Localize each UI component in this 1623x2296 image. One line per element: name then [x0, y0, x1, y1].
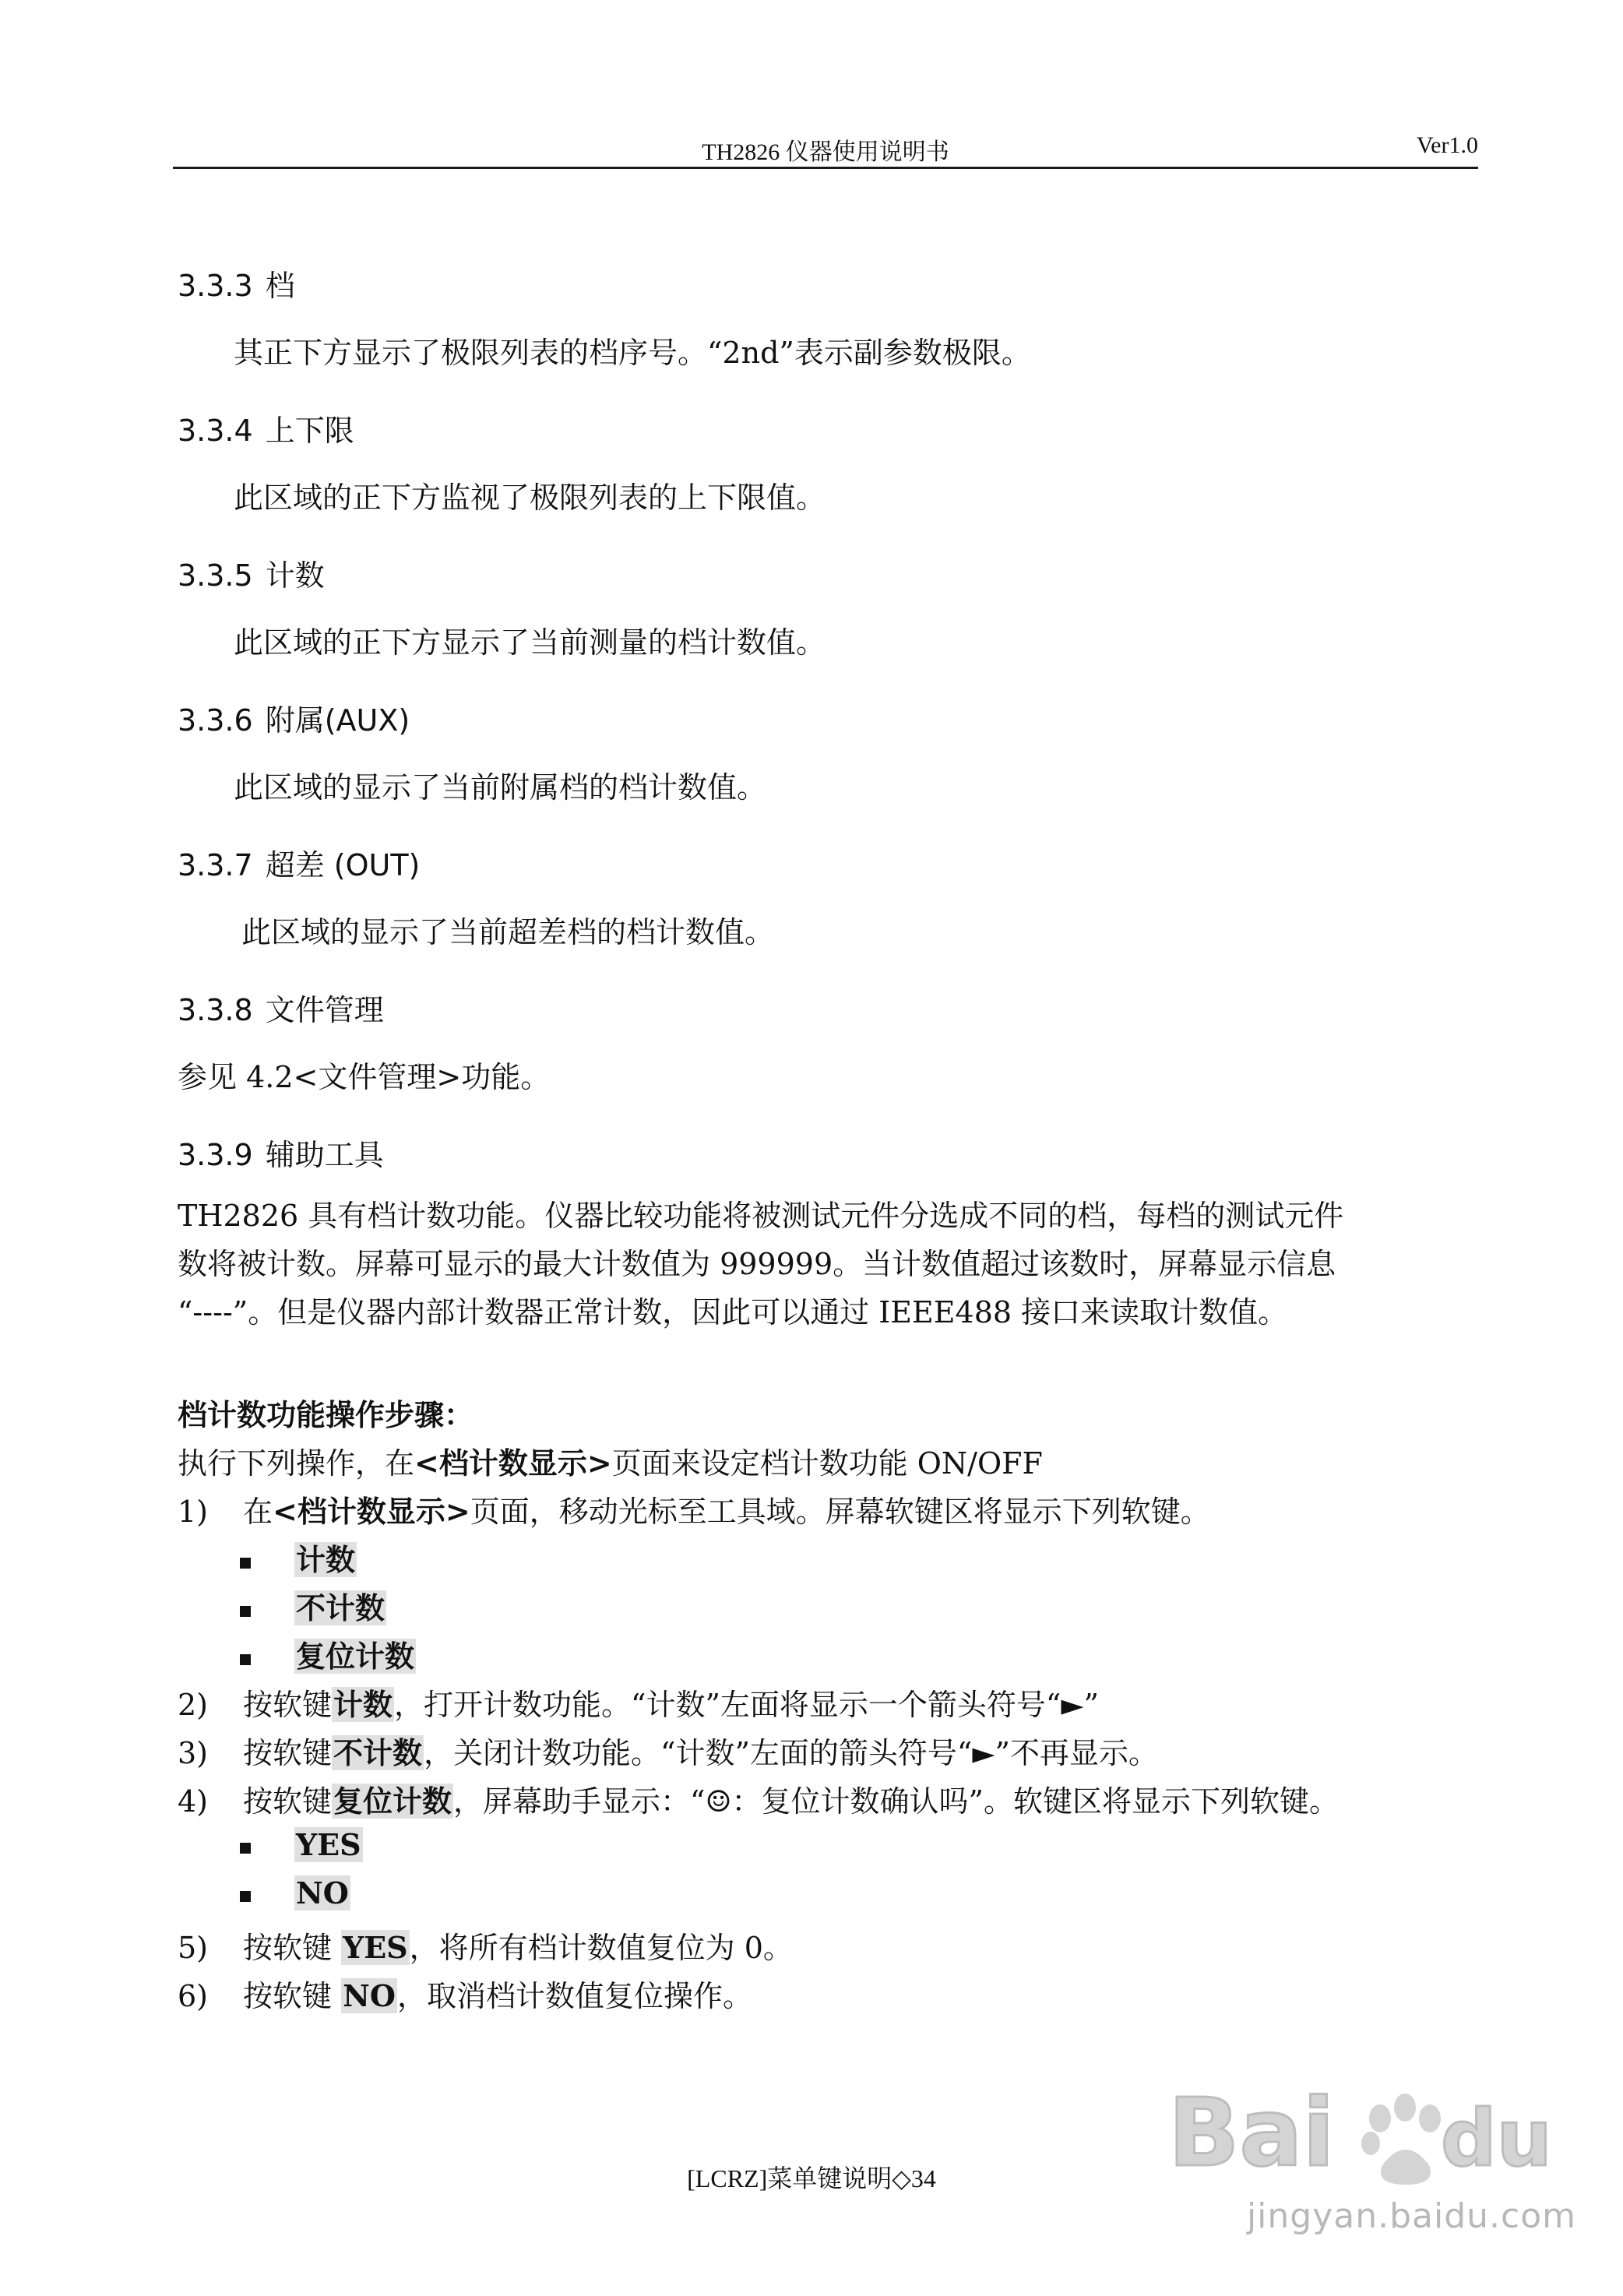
softkey-yes: YES [240, 1827, 363, 1862]
softkey-no: NO [240, 1875, 350, 1910]
section-text: 此区域的显示了当前超差档的档计数值。 [241, 915, 775, 949]
section-text: 此区域的正下方监视了极限列表的上下限值。 [234, 481, 826, 515]
watermark-site: jingyan.baidu.com [1246, 2196, 1576, 2236]
section-heading: 3.3.3 档 [178, 269, 295, 303]
svg-text:du: du [1441, 2093, 1552, 2184]
page-footer: [LCRZ]菜单键说明◇34 [687, 2164, 936, 2192]
section-text: 其正下方显示了极限列表的档序号。“2nd”表示副参数极限。 [234, 336, 1031, 370]
header-title: TH2826 仪器使用说明书 [702, 139, 949, 165]
section-heading: 3.3.5 计数 [178, 558, 325, 593]
section-heading: 3.3.8 文件管理 [178, 993, 384, 1027]
section-heading: 3.3.9 辅助工具 [178, 1138, 384, 1172]
step-3: 3) 按软键不计数，关闭计数功能。“计数”左面的箭头符号“►”不再显示。 [178, 1735, 1158, 1770]
section-text: 此区域的显示了当前附属档的档计数值。 [234, 770, 767, 805]
section-heading: 3.3.7 超差 (OUT) [178, 848, 421, 882]
section-heading: 3.3.6 附属(AUX) [178, 703, 410, 738]
tools-paragraph: TH2826 具有档计数功能。仪器比较功能将被测试元件分选成不同的档，每档的测试元件 数将被计数。屏幕可显示的最大计数值为 999999。当计数值超过该数时，屏幕显示信息 “----”。但是仪器内部计数器正常计数，因此可以通过 IEEE488 接口来读取计数值。 [178, 1199, 1344, 1329]
procedure-heading: 档计数功能操作步骤： [178, 1397, 474, 1432]
softkey-count: 计数 [240, 1536, 357, 1579]
step-2: 2) 按软键计数，打开计数功能。“计数”左面将显示一个箭头符号“►” [178, 1687, 1099, 1722]
step-5: 5) 按软键 YES，将所有档计数值复位为 0。 [178, 1930, 793, 1965]
page-header [173, 131, 1478, 169]
step-1: 1) 在<档计数显示>页面，移动光标至工具域。屏幕软键区将显示下列软键。 [178, 1494, 1210, 1529]
svg-text:Bai: Bai [1168, 2079, 1335, 2188]
softkey-reset-count: 复位计数 [240, 1632, 416, 1675]
section-text: 此区域的正下方显示了当前测量的档计数值。 [234, 625, 826, 660]
header-version: Ver1.0 [1416, 132, 1478, 158]
softkey-no-count: 不计数 [240, 1584, 386, 1627]
procedure-intro: 执行下列操作，在<档计数显示>页面来设定档计数功能 ON/OFF [178, 1446, 1043, 1481]
step-4: 4) 按软键复位计数，屏幕助手显示：“☺：复位计数确认吗”。软键区将显示下列软键。 [178, 1784, 1339, 1819]
section-text: 参见 4.2<文件管理>功能。 [178, 1060, 551, 1094]
section-heading: 3.3.4 上下限 [178, 414, 354, 448]
step-6: 6) 按软键 NO，取消档计数值复位操作。 [178, 1978, 752, 2013]
